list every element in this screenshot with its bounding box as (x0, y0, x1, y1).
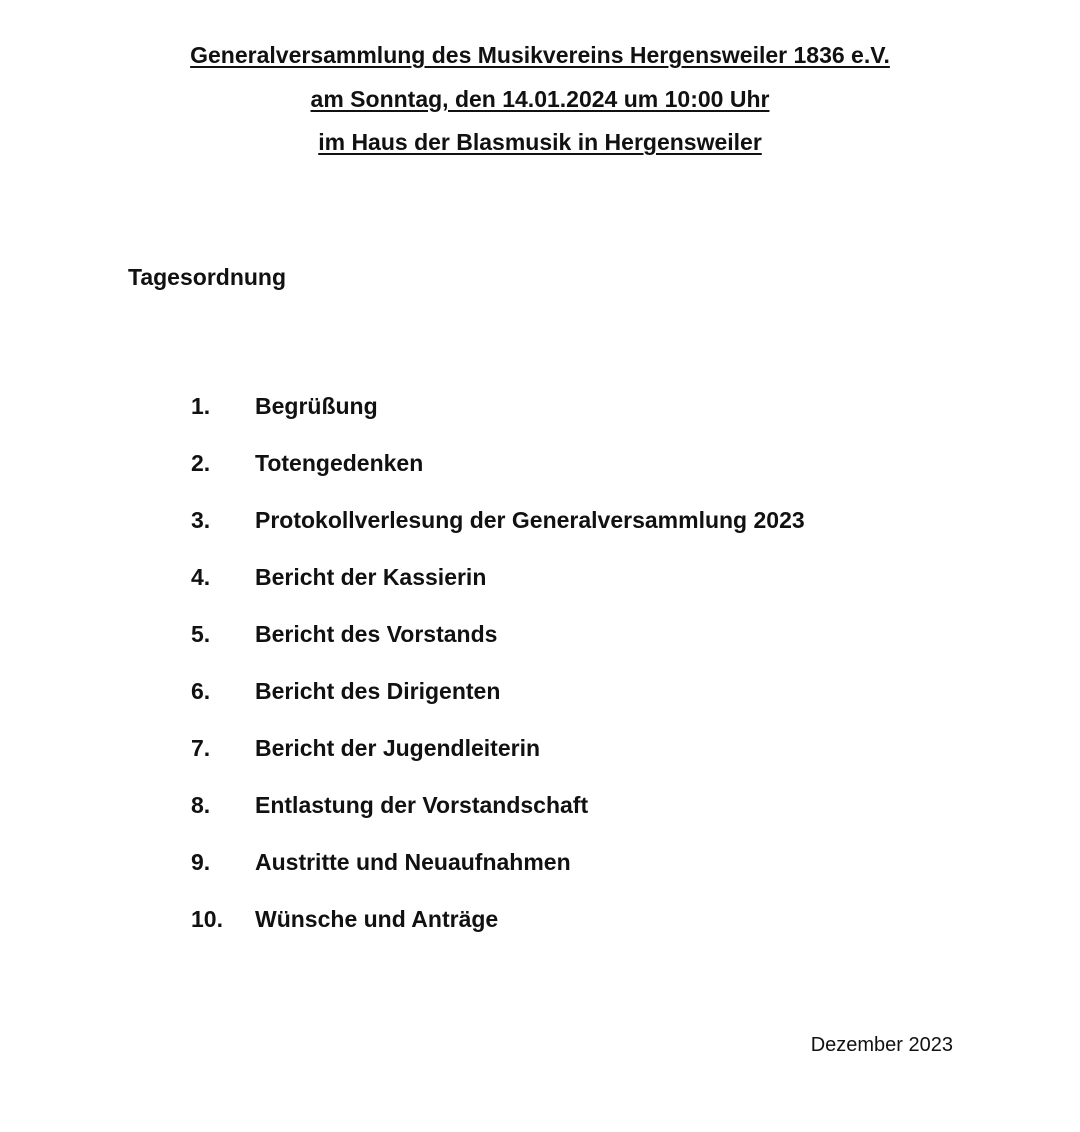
header-date-time: am Sonntag, den 14.01.2024 um 10:00 Uhr (310, 85, 770, 112)
agenda-item-text: Bericht der Jugendleiterin (255, 735, 541, 761)
agenda-item-number: 2. (191, 450, 211, 476)
header-location: im Haus der Blasmusik in Hergensweiler (318, 129, 762, 155)
agenda-item-text: Bericht des Vorstands (255, 621, 498, 647)
agenda-item-text: Protokollverlesung der Generalversammlung 2023 (255, 507, 805, 533)
document-date: Dezember 2023 (810, 1034, 953, 1056)
agenda-item (0, 503, 1080, 560)
agenda-item-text: Austritte und Neuaufnahmen (255, 849, 571, 875)
agenda-title: Tagesordnung (128, 264, 287, 290)
agenda-item-text: Begrüßung (255, 393, 378, 419)
agenda-item-text: Entlastung der Vorstandschaft (255, 792, 589, 818)
agenda-item (0, 617, 1080, 674)
agenda-item (0, 902, 1080, 959)
agenda-item (0, 788, 1080, 845)
agenda-item-number: 3. (191, 507, 211, 533)
agenda-item-number: 7. (191, 735, 211, 761)
agenda-item-number: 4. (191, 564, 211, 590)
header-title: Generalversammlung des Musikvereins Hergensweiler 1836 e.V. (190, 42, 890, 68)
agenda-item-number: 8. (191, 792, 211, 818)
agenda-item-text: Totengedenken (255, 450, 424, 476)
agenda-item-number: 6. (191, 678, 211, 704)
agenda-item (0, 446, 1080, 503)
document-header (0, 34, 1080, 165)
agenda-item-number: 9. (191, 849, 211, 875)
agenda-item-number: 1. (191, 393, 211, 419)
agenda-item (0, 845, 1080, 902)
agenda-item-text: Wünsche und Anträge (255, 906, 499, 932)
agenda-list (0, 389, 1080, 959)
agenda-item-number: 10. (191, 906, 223, 932)
agenda-item (0, 560, 1080, 617)
agenda-item (0, 674, 1080, 731)
agenda-item (0, 731, 1080, 788)
agenda-item-number: 5. (191, 621, 211, 647)
agenda-item (0, 389, 1080, 446)
agenda-item-text: Bericht des Dirigenten (255, 678, 501, 704)
agenda-item-text: Bericht der Kassierin (255, 564, 487, 590)
